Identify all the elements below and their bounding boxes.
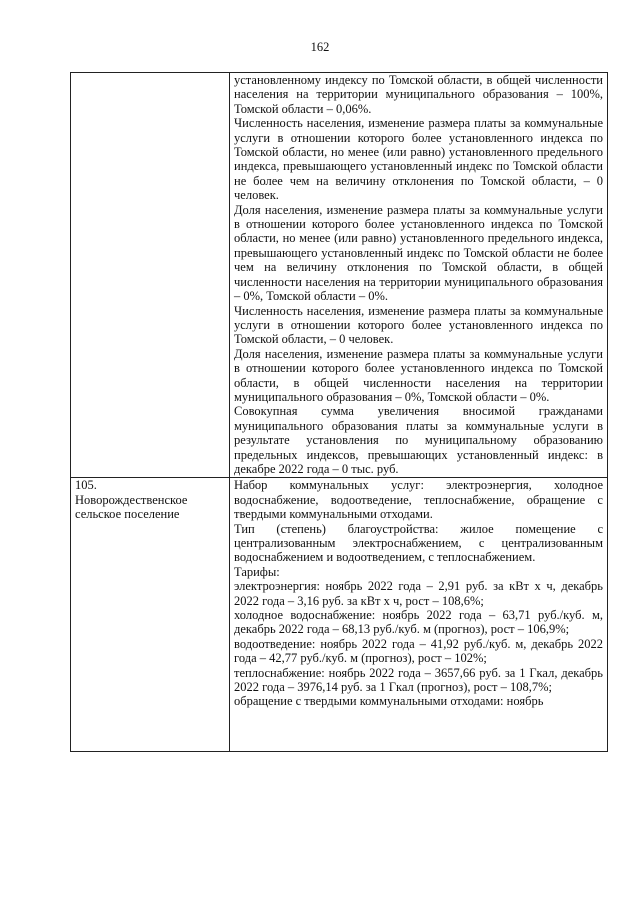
municipality-table bbox=[70, 72, 608, 752]
municipality-cell bbox=[71, 478, 230, 752]
paragraph: Доля населения, изменение размера платы за коммунальные услуги в отношении которого более установленного индекса по Томской области, в общей численности населения на территории муниципального образования – 0%, Томской области – 0%. bbox=[234, 346, 603, 404]
paragraph: Численность населения, изменение размера платы за коммунальные услуги в отношении которого более установленного индекса по Томской области, – 0 человек. bbox=[234, 303, 603, 347]
municipality-number: 105. bbox=[75, 478, 97, 493]
paragraph: обращение с твердыми коммунальными отходами: ноябрь bbox=[234, 694, 544, 709]
paragraph: Тарифы: bbox=[234, 564, 280, 579]
table-row bbox=[71, 478, 608, 752]
paragraph: водоотведение: ноябрь 2022 года – 41,92 руб./куб. м, декабрь 2022 года – 42,77 руб./куб. м (прогноз), рост – 102%; bbox=[234, 636, 603, 666]
paragraph: теплоснабжение: ноябрь 2022 года – 3657,66 руб. за 1 Гкал, декабрь 2022 года – 3976,14 руб. за 1 Гкал (прогноз), рост – 108,7%; bbox=[234, 665, 603, 695]
paragraph: Набор коммунальных услуг: электроэнергия, холодное водоснабжение, водоотведение, теплоснабжение, обращение с твердыми коммунальными отходами. bbox=[234, 478, 603, 522]
paragraph: электроэнергия: ноябрь 2022 года – 2,91 руб. за кВт х ч, декабрь 2022 года – 3,16 руб. за кВт х ч, рост – 108,6%; bbox=[234, 579, 603, 608]
indicators-cell bbox=[230, 478, 608, 752]
paragraph: Численность населения, изменение размера платы за коммунальные услуги в отношении которого более установленного индекса по Томской области, но менее (или равно) установленного предельного индекса, превышающего установленный индекс по Томской области не более чем на величину отклонения по Томской области, – 0 человек. bbox=[234, 116, 603, 203]
indicators-content bbox=[234, 478, 603, 750]
municipality-cell bbox=[71, 73, 230, 478]
municipality-name: Новорождественское сельское поселение bbox=[75, 492, 188, 522]
paragraph: установленному индексу по Томской области, в общей численности населения на территории муниципального образования – 100%, Томской области – 0,06%. bbox=[234, 73, 603, 116]
table-row bbox=[71, 73, 608, 478]
page-number: 162 bbox=[310, 40, 330, 54]
paragraph: Тип (степень) благоустройства: жилое помещение с централизованным электроснабжением, с централизованным водоснабжением и водоотведением, с теплоснабжением. bbox=[234, 521, 603, 565]
paragraph: холодное водоснабжение: ноябрь 2022 года – 63,71 руб./куб. м, декабрь 2022 года – 68,13 руб./куб. м (прогноз), рост – 106,9%; bbox=[234, 608, 603, 637]
paragraph: Совокупная сумма увеличения вносимой гражданами муниципального образования платы за коммунальные услуги в результате установления по муниципальному образованию предельных индексов, превышающих установленный индекс: в декабре 2022 года – 0 тыс. руб. bbox=[234, 404, 603, 476]
paragraph: Доля населения, изменение размера платы за коммунальные услуги в отношении которого более установленного индекса по Томской области, но менее (или равно) установленного предельного индекса, превышающего установленный индекс по Томской области не более чем на величину отклонения по Томской области, в общей численности населения на территории муниципального образования – 0%, Томской области – 0%. bbox=[234, 202, 603, 304]
indicators-cell bbox=[230, 73, 608, 478]
